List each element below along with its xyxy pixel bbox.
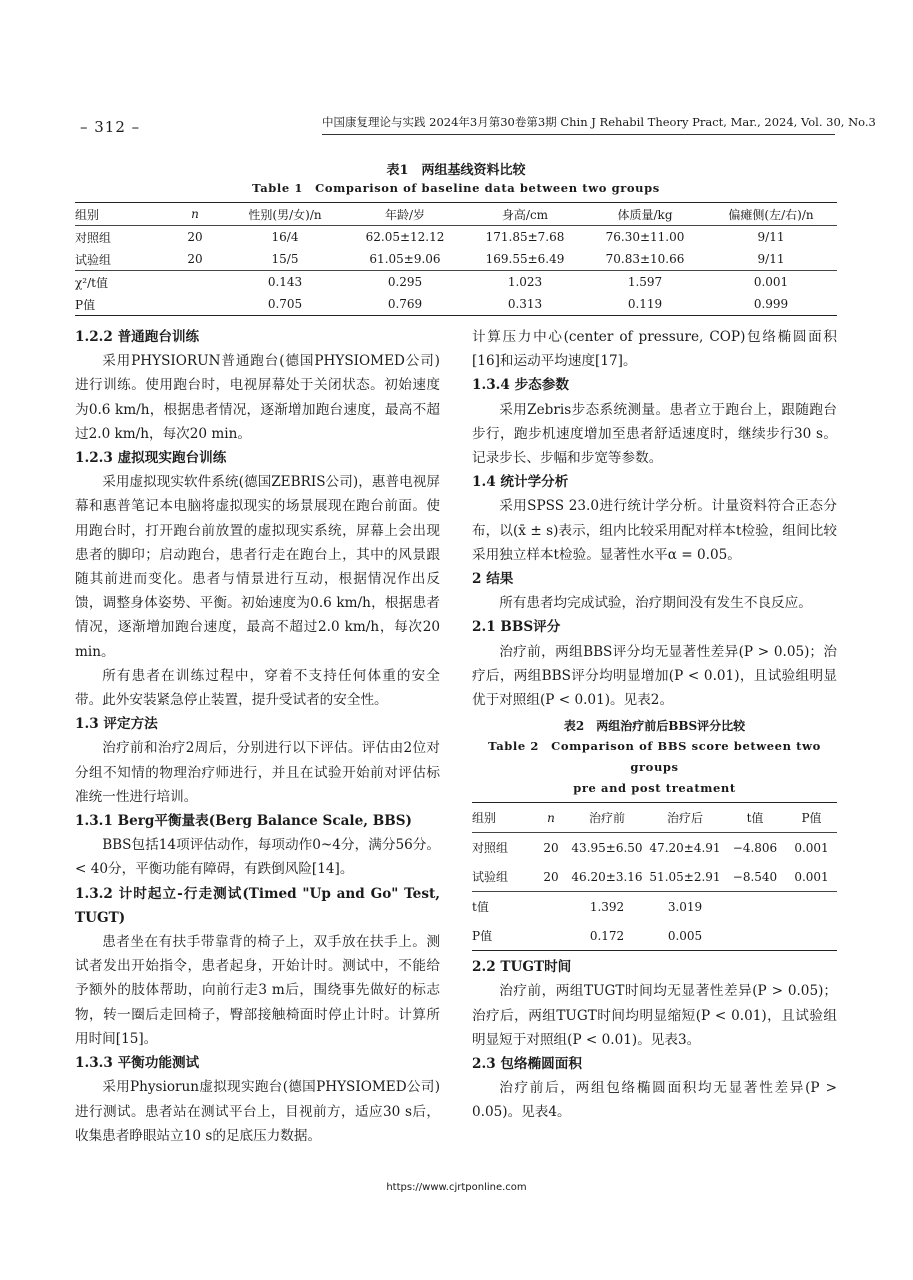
header-rule bbox=[322, 134, 835, 135]
table-header-cell: n bbox=[534, 803, 568, 833]
table-cell: 15/5 bbox=[271, 252, 299, 266]
section-title: 2.3 包络椭圆面积 bbox=[472, 1056, 582, 1073]
table-cell: 0.005 bbox=[646, 921, 724, 951]
table-cell: 试验组 bbox=[75, 252, 112, 267]
paragraph: 治疗前，两组TUGT时间均无显著性差异(P > 0.05)；治疗后，两组TUGT时间均明显缩短(P < 0.01)，且试验组明显短于对照组(P < 0.01)。见表3。 bbox=[472, 983, 837, 1048]
paragraph: 采用Zebris步态系统测量。患者立于跑台上，跟随跑台步行，跑步机速度增加至患者舒适速度时，继续步行30 s。记录步长、步幅和步宽等参数。 bbox=[472, 401, 837, 467]
table-cell: −4.806 bbox=[732, 840, 778, 855]
table-cell: 0.999 bbox=[705, 293, 837, 316]
table1 bbox=[75, 202, 837, 316]
table-cell: −8.540 bbox=[732, 869, 778, 884]
table2-caption-cn: 表2 两组治疗前后BBS评分比较 bbox=[563, 719, 746, 734]
table-header-cell: 偏瘫侧(左/右)/n bbox=[705, 203, 837, 226]
table-header-cell: 组别 bbox=[75, 203, 165, 226]
section-title: 1.3.1 Berg平衡量表(Berg Balance Scale, BBS) bbox=[75, 813, 412, 830]
table-cell: 20 bbox=[543, 840, 559, 855]
paragraph: 采用SPSS 23.0进行统计学分析。计量资料符合正态分布，以(x̄ ± s)表示，组内比较采用配对样本t检验，组间比较采用独立样本t检验。显著性水平α = 0.05。 bbox=[472, 498, 837, 563]
table-cell: 171.85±7.68 bbox=[485, 230, 565, 244]
table-cell: 20 bbox=[187, 230, 203, 244]
section-title: 1.3.3 平衡功能测试 bbox=[75, 1055, 200, 1072]
table1-header-row bbox=[75, 203, 837, 226]
table-cell bbox=[534, 892, 568, 922]
table-cell: 9/11 bbox=[757, 252, 785, 266]
table-row bbox=[75, 248, 837, 271]
table2-caption-en-2: pre and post treatment bbox=[573, 781, 736, 796]
paragraph: 采用虚拟现实软件系统(德国ZEBRIS公司)，惠普电视屏幕和惠普笔记本电脑将虚拟现实的场景展现在跑台前面。使用跑台时，打开跑台前放置的虚拟现实系统，屏幕上会出现患者的脚印；启动跑台，患者行走在跑台上，其中的风景跟随其前进而变化。患者与情景进行互动，根据情况作出反馈，调整身体姿势、平衡。初始速度为0.6 km/h，根据患者情况，逐渐增加跑台速度，最高不超过2.0 km/h，每次20 min。 bbox=[75, 474, 440, 660]
table-cell: 0.001 bbox=[794, 869, 829, 884]
table-cell bbox=[786, 892, 837, 922]
section-title: 1.2.3 虚拟现实跑台训练 bbox=[75, 450, 227, 467]
table-cell: 20 bbox=[543, 869, 559, 884]
table-cell: 51.05±2.91 bbox=[649, 869, 721, 884]
right-column bbox=[472, 325, 837, 1125]
table-cell bbox=[165, 271, 225, 294]
table-row bbox=[75, 293, 837, 316]
left-column bbox=[75, 325, 440, 1148]
table-cell: 61.05±9.06 bbox=[369, 252, 441, 266]
table-cell bbox=[786, 921, 837, 951]
table-header-cell: 治疗前 bbox=[568, 803, 646, 833]
table-cell bbox=[724, 921, 786, 951]
table-cell: χ²/t值 bbox=[75, 271, 165, 294]
table-cell: 1.392 bbox=[568, 892, 646, 922]
table-cell bbox=[534, 921, 568, 951]
paragraph: 患者坐在有扶手带靠背的椅子上，双手放在扶手上。测试者发出开始指令，患者起身，开始计时。测试中，不能给予额外的肢体帮助，向前行走3 m后，围绕事先做好的标志物，转一圈后走回椅子，臀部接触椅面时停止计时。计算所用时间[15]。 bbox=[75, 934, 440, 1047]
table-cell bbox=[724, 892, 786, 922]
table1-caption-cn: 表1 两组基线资料比较 bbox=[386, 163, 526, 178]
section-title: 2 结果 bbox=[472, 571, 514, 588]
paragraph: 治疗前，两组BBS评分均无显著性差异(P > 0.05)；治疗后，两组BBS评分均明显增加(P < 0.01)，且试验组明显优于对照组(P < 0.01)。见表2。 bbox=[472, 643, 837, 709]
table-row bbox=[472, 921, 837, 951]
table-cell: 0.001 bbox=[705, 271, 837, 294]
table-cell: 0.295 bbox=[345, 271, 465, 294]
table-row bbox=[75, 226, 837, 249]
table1-caption-en: Table 1 Comparison of baseline data between two groups bbox=[252, 181, 660, 195]
table-cell: 43.95±6.50 bbox=[571, 840, 643, 855]
section-title: 1.3.4 步态参数 bbox=[472, 377, 569, 394]
table-cell: 20 bbox=[187, 252, 203, 266]
table-cell: 0.705 bbox=[225, 293, 345, 316]
table-row bbox=[472, 833, 837, 863]
table-cell: P值 bbox=[75, 293, 165, 316]
table-cell: 试验组 bbox=[472, 869, 509, 884]
table-cell: 0.313 bbox=[465, 293, 585, 316]
table-cell: 9/11 bbox=[757, 230, 785, 244]
table-cell: 70.83±10.66 bbox=[605, 252, 685, 266]
table-cell: 0.119 bbox=[585, 293, 705, 316]
paragraph: 治疗前和治疗2周后，分别进行以下评估。评估由2位对分组不知情的物理治疗师进行，并且在试验开始前对评估标准统一性进行培训。 bbox=[75, 740, 440, 805]
table-cell bbox=[165, 293, 225, 316]
table-header-cell: 体质量/kg bbox=[585, 203, 705, 226]
table-row bbox=[472, 862, 837, 892]
paragraph: 治疗前后，两组包络椭圆面积均无显著性差异(P > 0.05)。见表4。 bbox=[472, 1080, 837, 1121]
table-cell: 62.05±12.12 bbox=[365, 230, 445, 244]
table-header-cell: 治疗后 bbox=[646, 803, 724, 833]
table-cell: 47.20±4.91 bbox=[649, 840, 721, 855]
table-cell: 对照组 bbox=[75, 230, 112, 245]
table-cell: 0.769 bbox=[345, 293, 465, 316]
table-cell: 对照组 bbox=[472, 840, 509, 855]
paragraph: 所有患者在训练过程中，穿着不支持任何体重的安全带。此外安装紧急停止装置，提升受试者的安全性。 bbox=[75, 667, 440, 709]
section-title: 1.3.2 计时起立-行走测试(Timed "Up and Go" Test, TUGT) bbox=[75, 885, 440, 926]
table-cell: 1.023 bbox=[465, 271, 585, 294]
table2 bbox=[472, 802, 837, 951]
table-row bbox=[75, 271, 837, 294]
table2-caption-en-1: Table 2 Comparison of BBS score between two groups bbox=[488, 739, 821, 775]
running-head: 中国康复理论与实践 2024年3月第30卷第3期 Chin J Rehabil Theory Pract, Mar., 2024, Vol. 30, No.3 bbox=[322, 115, 876, 129]
table-cell: 46.20±3.16 bbox=[571, 869, 643, 884]
section-title: 2.2 TUGT时间 bbox=[472, 959, 572, 976]
table-cell: t值 bbox=[472, 892, 534, 922]
table-cell: 169.55±6.49 bbox=[485, 252, 565, 266]
table-cell: P值 bbox=[472, 921, 534, 951]
paragraph: BBS包括14项评估动作，每项动作0~4分，满分56分。< 40分，平衡功能有障碍，有跌倒风险[14]。 bbox=[75, 837, 440, 878]
table-cell: 0.143 bbox=[225, 271, 345, 294]
table-header-cell: 性别(男/女)/n bbox=[225, 203, 345, 226]
section-title: 1.4 统计学分析 bbox=[472, 474, 569, 491]
footer-url: https://www.cjrtponline.com bbox=[386, 1182, 527, 1193]
table-header-cell: n bbox=[165, 203, 225, 226]
paragraph: 计算压力中心(center of pressure, COP)包络椭圆面积[16]和运动平均速度[17]。 bbox=[472, 329, 837, 370]
table-header-cell: 年龄/岁 bbox=[345, 203, 465, 226]
table2-header-row bbox=[472, 803, 837, 833]
paragraph: 采用PHYSIORUN普通跑台(德国PHYSIOMED公司)进行训练。使用跑台时，电视屏幕处于关闭状态。初始速度为0.6 km/h，根据患者情况，逐渐增加跑台速度，最高不超过2.0 km/h，每次20 min。 bbox=[75, 353, 440, 442]
table-cell: 0.001 bbox=[794, 840, 829, 855]
table-cell: 76.30±11.00 bbox=[605, 230, 685, 244]
table-header-cell: 身高/cm bbox=[465, 203, 585, 226]
table-header-cell: P值 bbox=[786, 803, 837, 833]
table-header-cell: 组别 bbox=[472, 803, 534, 833]
section-title: 1.3 评定方法 bbox=[75, 716, 158, 733]
table-cell: 1.597 bbox=[585, 271, 705, 294]
table-row bbox=[472, 892, 837, 922]
table-cell: 3.019 bbox=[646, 892, 724, 922]
section-title: 2.1 BBS评分 bbox=[472, 619, 561, 636]
table-cell: 16/4 bbox=[271, 230, 299, 244]
table-cell: 0.172 bbox=[568, 921, 646, 951]
page-number: – 312 – bbox=[80, 118, 141, 136]
paragraph: 采用Physiorun虚拟现实跑台(德国PHYSIOMED公司)进行测试。患者站在测试平台上，目视前方，适应30 s后，收集患者睁眼站立10 s的足底压力数据。 bbox=[75, 1079, 440, 1144]
section-title: 1.2.2 普通跑台训练 bbox=[75, 329, 200, 345]
table-header-cell: t值 bbox=[724, 803, 786, 833]
paragraph: 所有患者均完成试验，治疗期间没有发生不良反应。 bbox=[499, 595, 812, 612]
